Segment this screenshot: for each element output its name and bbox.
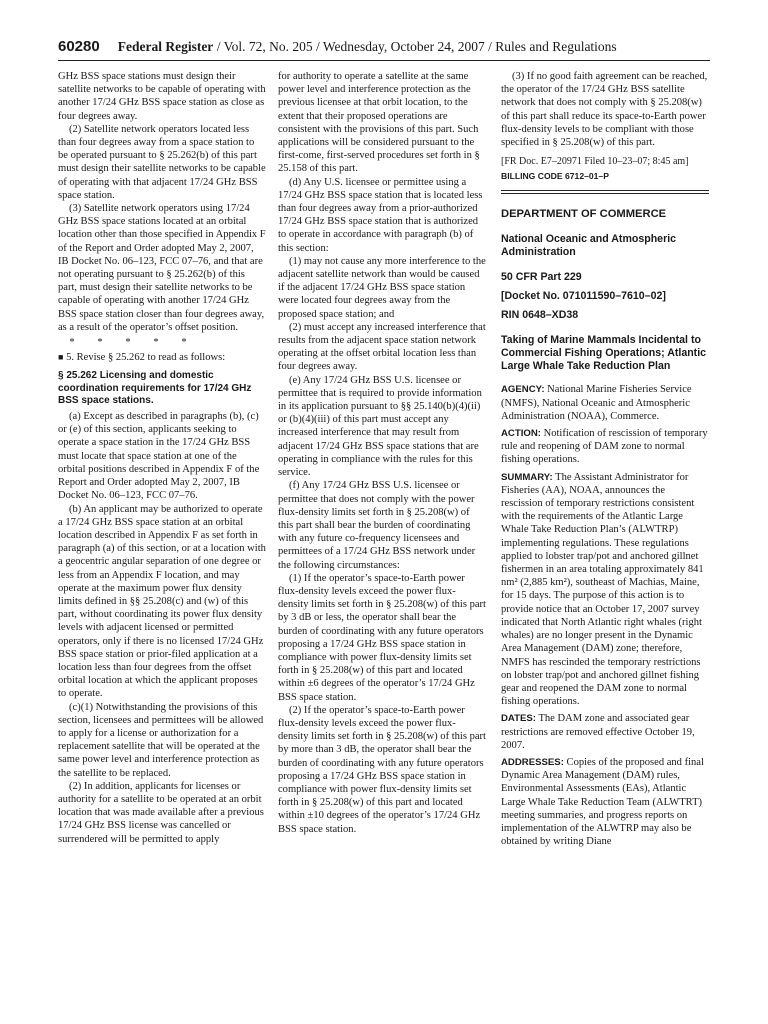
summary-label: SUMMARY: — [501, 471, 553, 483]
paragraph: (e) Any 17/24 GHz BSS U.S. licensee or permittee that is required to provide information in its application pursuant to §§ 25.140(b)(4)(ii) or (b)(4)(iii) of this part must accept any increased interference that may result from adjacent 17/24 GHz BSS space stations that are operating in compliance with the rules for this service. — [278, 374, 482, 479]
agency-heading: National Oceanic and Atmospheric Administration — [501, 232, 677, 258]
star: * — [125, 337, 131, 349]
summary-text: The Assistant Administrator for Fisheries (AA), NOAA, announces the rescission of temporary restrictions consistent with the requirements of the Atlantic Large Whale Take Reduction Plan’s (ALWTRP) implementing regulations. These regulations applied to lobster trap/pot and anchored gillnet fishermen in an area totaling approximately 841 nm² (2,885 km²), southeast of Machias, Maine, for 15 days. The purpose of this action is to provide notice that an October 17, 2007 survey indicated that North Atlantic right whales (right whales) are no longer present in the Dynamic Area Management (DAM) zone; therefore, NMFS has rescinded the temporary restrictions on lobster trap/pot and anchored gillnet fishing gear and reopened the DAM zone to normal fishing operations. — [501, 471, 704, 708]
star: * — [97, 337, 103, 349]
department-heading: DEPARTMENT OF COMMERCE — [501, 207, 667, 220]
amendment-text: 5. Revise § 25.262 to read as follows: — [66, 352, 226, 364]
action-text: Notification of rescission of temporary rule and reopening of DAM zone to normal fishing operations. — [501, 428, 708, 466]
header-details: / Vol. 72, No. 205 / Wednesday, October 24, 2007 / Rules and Regulations — [213, 39, 617, 54]
addresses-text: Copies of the proposed and final Dynamic Area Management (DAM) rules, Environmental Assessments (EAs), Atlantic Large Whale Take Reduction Team (ALWTRT) meeting summaries, and progress reports on implementation of the ALWTRP may also be obtained by writing Diane — [501, 756, 704, 848]
column-3 — [501, 70, 709, 852]
omission-stars — [58, 336, 266, 349]
paragraph: (2) must accept any increased interference that results from the adjacent space station network operating at the offset orbital location less than four degrees away. — [278, 321, 486, 373]
dates-label: DATES: — [501, 713, 536, 725]
agency-label: AGENCY: — [501, 384, 545, 396]
section-heading: § 25.262 Licensing and domestic coordination requirements for 17/24 GHz BSS space stations. — [58, 370, 252, 406]
star: * — [181, 337, 187, 349]
addresses-label: ADDRESSES: — [501, 756, 564, 768]
paragraph: GHz BSS space stations must design their satellite networks to be capable of operating with another 17/24 GHz BSS space station as close as four degrees away. — [58, 71, 266, 122]
agency-text: National Marine Fisheries Service (NMFS), National Oceanic and Atmospheric Administration (NOAA), Commerce. — [501, 384, 692, 422]
divider — [501, 193, 709, 194]
cfr-part: 50 CFR Part 229 — [501, 270, 582, 283]
paragraph: (f) Any 17/24 GHz BSS U.S. licensee or permittee that does not comply with the power flux-density limits set forth in § 25.208(w) of this part shall bear the burden of coordinating with any future co-frequency licensees and permittees of a 17/24 GHz BSS network under the following circumstances: — [278, 480, 476, 571]
publication-name: Federal Register — [117, 39, 214, 54]
paragraph: (3) If no good faith agreement can be reached, the operator of the 17/24 GHz BSS satellite network that does not comply with § 25.208(w) of this part shall reduce its space-to-Earth power flux-density levels to be compliant with those specified in § 25.208(w) of this part. — [501, 71, 708, 149]
header-citation — [118, 39, 617, 55]
action-label: ACTION: — [501, 428, 541, 440]
paragraph: (1) may not cause any more interference to the adjacent satellite network than would be caused if the adjacent 17/24 GHz BSS space station were located four degrees away from the proposed space station; and — [278, 255, 486, 320]
divider — [501, 190, 709, 191]
star: * — [153, 337, 159, 349]
addresses-block — [501, 756, 709, 848]
rin-number: RIN 0648–XD38 — [501, 309, 579, 322]
agency-block — [501, 383, 709, 423]
paragraph: (2) If the operator’s space-to-Earth power flux-density levels exceed the power flux-density limits set forth in § 25.208(w) of this part by more than 3 dB, the operator shall bear the burden of coordinating with any future operators proposing a 17/24 GHz BSS space station in compliance with power flux-density limits set forth in § 25.208(w) of this part and located within ±10 degrees of the operator’s 17/24 GHz BSS space station. — [278, 704, 486, 835]
docket-number: [Docket No. 071011590–7610–02] — [501, 290, 666, 303]
paragraph: (c)(1) Notwithstanding the provisions of this section, licensees and permittees will be allowed to apply for a license or authorization for a replacement satellite that will be operated at the same power level and interference protection as the satellite to be replaced. — [58, 701, 264, 779]
page-number: 60280 — [58, 38, 100, 55]
summary-block — [501, 471, 709, 709]
paragraph: (a) Except as described in paragraphs (b), (c) or (e) of this section, applicants seeking to operate a space station in the 17/24 GHz BSS must locate that space station at one of the orbital positions described in Appendix F of the Report and Order adopted May 2, 2007, IB Docket No. 06–123, FCC 07–76. — [58, 411, 260, 502]
paragraph: (d) Any U.S. licensee or permittee using a 17/24 GHz BSS space station that is located less than four degrees away from a prior-authorized 17/24 GHz BSS space station that is authorized to operate in accordance with paragraph (b) of this section: — [278, 176, 483, 254]
page-header — [58, 38, 710, 61]
paragraph: (2) Satellite network operators located less than four degrees away from a space station to be operated pursuant to § 25.262(b) of this part must design their satellite networks to be capable of operating with that adjacent 17/24 GHz BSS space station. — [58, 123, 266, 201]
column-2 — [278, 70, 486, 836]
paragraph: (3) Satellite network operators using 17/24 GHz BSS space stations located at an orbital location other than those specified in Appendix F of the Report and Order adopted May 2, 2007, IB Docket No. 06–123, FCC 07–76, and that are not operating pursuant to § 25.262(b) of this part, must design their satellite networks to be capable of operating with another 17/24 GHz BSS space station closer than four degrees away, as a result of the operator’s offset position. — [58, 203, 266, 333]
paragraph: (1) If the operator’s space-to-Earth power flux-density levels exceed the power flux-density limits set forth in § 25.208(w) of this part by 3 dB or less, the operator shall bear the burden of coordinating with any future operators proposing a 17/24 GHz BSS space station in compliance with power flux-density limits set forth in § 25.208(w) of this part and located within ±6 degrees of the operator’s 17/24 GHz BSS space station. — [278, 572, 486, 703]
billing-code: BILLING CODE 6712–01–P — [501, 171, 609, 182]
dates-block — [501, 712, 709, 752]
paragraph: (2) In addition, applicants for licenses or authority for a satellite to be operated at an orbit location that was made available after a previous 17/24 GHz BSS license was cancelled or surrendered will be permitted to apply — [58, 780, 264, 845]
square-bullet-icon: ■ — [58, 352, 64, 363]
star: * — [69, 337, 75, 349]
column-1 — [58, 70, 266, 846]
paragraph: (b) An applicant may be authorized to operate a 17/24 GHz BSS space station at an orbital location described in Appendix F as set forth in paragraph (a) of this section, or at a location with a geocentric angular separation of one degree or less from an Appendix F location, and may operate at the maximum power flux density limits defined in §§ 25.208(c) and (w) of this part, without coordinating its power flux density levels with adjacent licensed or permitted operators, only if there is no licensed 17/24 GHz BSS space station or prior-filed application at a location less than four degrees from the offset orbital location at which the applicant proposes to operate. — [58, 503, 266, 700]
rule-title: Taking of Marine Mammals Incidental to Commercial Fishing Operations; Atlantic Large Whale Take Reduction Plan — [501, 334, 707, 373]
fr-doc-citation: [FR Doc. E7–20971 Filed 10–23–07; 8:45 am] — [501, 156, 689, 168]
dates-text: The DAM zone and associated gear restrictions are removed effective October 19, 2007. — [501, 713, 695, 751]
paragraph: for authority to operate a satellite at the same power level and interference protection as the previous licensee at that orbit location, to the extent that their proposed operations are consistent with the provisions of this part. Such applications will be considered pursuant to the first-come, first-served procedures set forth in § 25.158 of this part. — [278, 71, 480, 175]
amendment-instruction — [58, 351, 266, 364]
action-block — [501, 427, 709, 467]
